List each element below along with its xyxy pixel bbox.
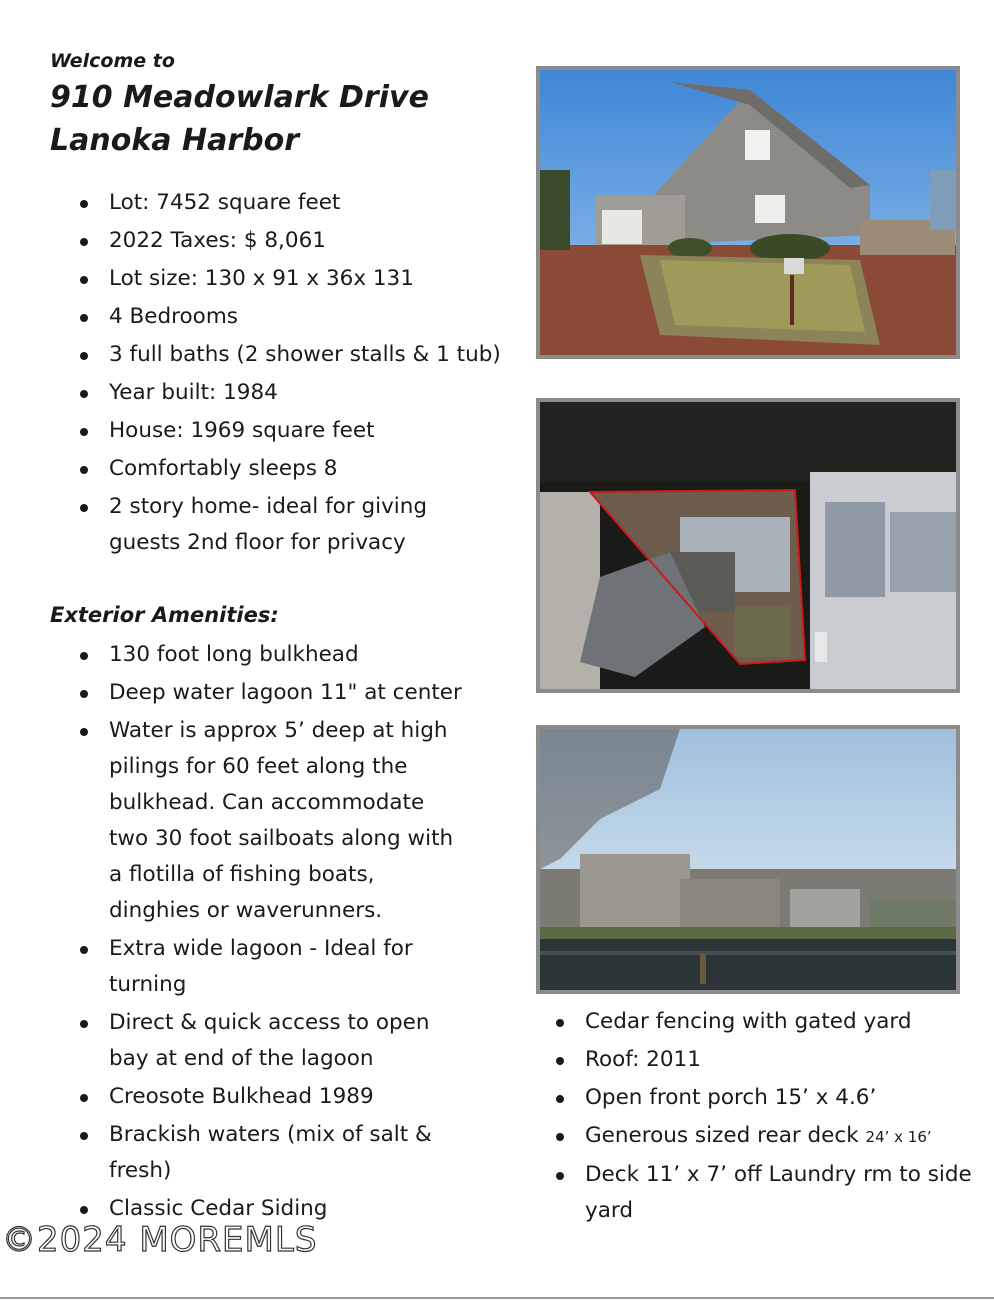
house-front-photo [536,66,960,359]
list-item: Direct & quick access to open bay at end of the lagoon [80,1005,470,1077]
list-item [556,1118,976,1155]
list-item: Brackish waters (mix of salt & fresh) [80,1117,470,1189]
list-item: Comfortably sleeps 8 [80,451,510,487]
watermark: ©2024 MOREMLS [2,1220,318,1260]
property-facts-list [80,185,510,563]
list-item: 3 full baths (2 shower stalls & 1 tub) [80,337,510,373]
list-item: Roof: 2011 [556,1042,976,1078]
address-line-1: 910 Meadowlark Drive [50,80,429,115]
welcome-label: Welcome to [50,50,175,72]
exterior-amenities-heading: Exterior Amenities: [50,603,279,627]
list-item: 4 Bedrooms [80,299,510,335]
waterfront-photo [536,725,960,994]
list-item: Cedar fencing with gated yard [556,1004,976,1040]
list-item: 2 story home- ideal for giving guests 2nd floor for privacy [80,489,440,561]
rear-deck-size: 24’ x 16’ [865,1128,932,1146]
page-title [50,76,429,162]
list-item: Water is approx 5’ deep at high pilings for 60 feet along the bulkhead. Can accommodate two 30 foot sailboats along with a flotilla of fishing boats, dinghies or waverunners. [80,713,470,929]
list-item: Year built: 1984 [80,375,510,411]
list-item: 2022 Taxes: $ 8,061 [80,223,510,259]
address-line-2: Lanoka Harbor [50,123,299,158]
list-item: 130 foot long bulkhead [80,637,470,673]
list-item: Open front porch 15’ x 4.6’ [556,1080,976,1116]
aerial-view-photo [536,398,960,693]
list-item: Deep water lagoon 11" at center [80,675,470,711]
list-item: House: 1969 square feet [80,413,510,449]
rear-deck-label: Generous sized rear deck [585,1123,866,1148]
list-item: Lot: 7452 square feet [80,185,510,221]
list-item: Creosote Bulkhead 1989 [80,1079,470,1115]
additional-features-list [556,1004,976,1231]
list-item: Deck 11’ x 7’ off Laundry rm to side yard [556,1157,976,1229]
exterior-amenities-list [80,637,470,1229]
list-item: Extra wide lagoon - Ideal for turning [80,931,470,1003]
list-item: Lot size: 130 x 91 x 36x 131 [80,261,510,297]
list-item: Classic Cedar Siding [80,1191,470,1227]
bottom-divider [0,1297,994,1299]
